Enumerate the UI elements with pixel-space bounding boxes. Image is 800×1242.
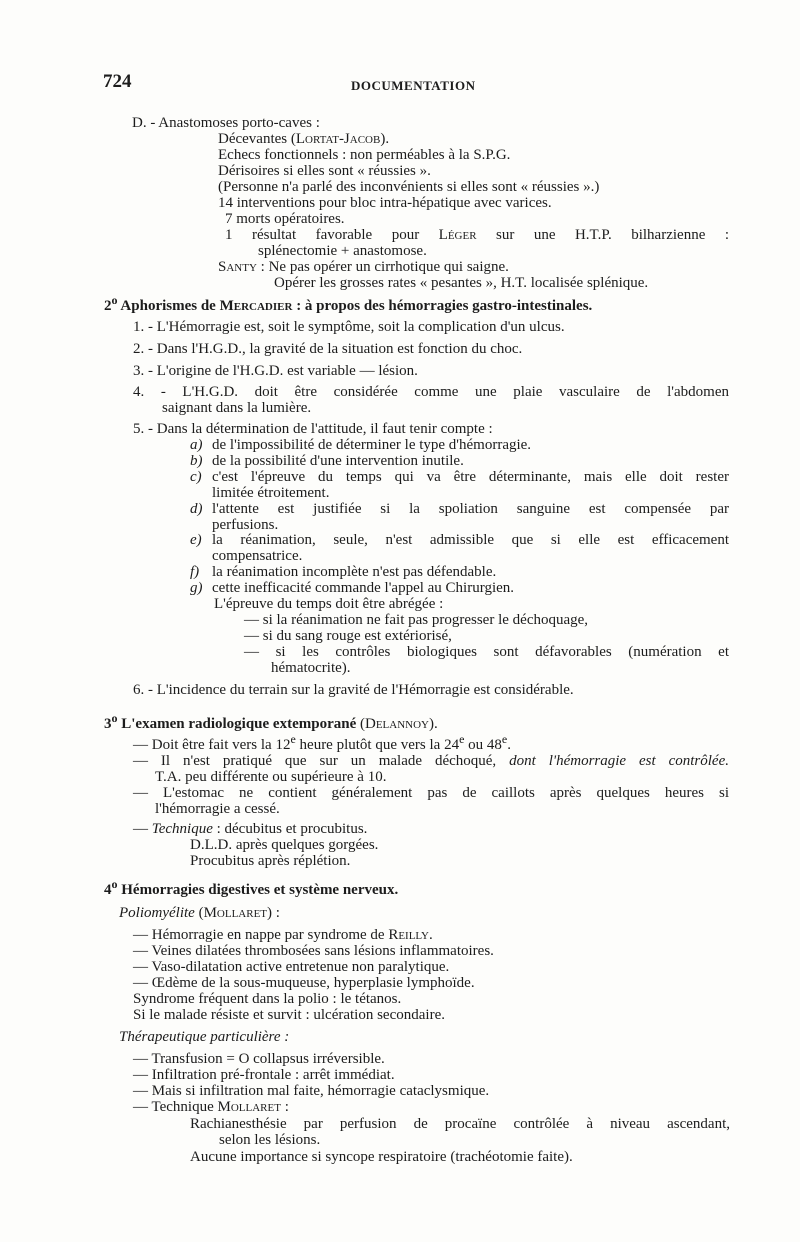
section-d-title: D. - Anastomoses porto-caves : — [132, 115, 320, 131]
running-title: DOCUMENTATION — [351, 78, 476, 93]
list-item: 3. - L'origine de l'H.G.D. est variable — lésion. — [133, 363, 418, 379]
sub-marker: g) — [190, 580, 203, 596]
dash-item-continuation: T.A. peu différente ou supérieure à 10. — [155, 769, 387, 785]
sub-item-continuation: compensatrice. — [212, 548, 303, 564]
author-name: Delannoy — [364, 716, 429, 732]
dash-item: — Technique : décubitus et procubitus. — [133, 821, 368, 837]
author-name: Lortat-Jacob — [295, 131, 381, 147]
list-item: 1. - L'Hémorragie est, soit le symptôme, soit la complication d'un ulcus. — [133, 319, 565, 335]
dash-item: — Vaso-dilatation active entretenue non paralytique. — [133, 959, 450, 975]
dash-item: — Mais si infiltration mal faite, hémorragie cataclysmique. — [133, 1083, 490, 1099]
dash-item: — Transfusion = O collapsus irréversible. — [133, 1051, 385, 1067]
text-line: (Personne n'a parlé des inconvénients si elles sont « réussies ».) — [218, 179, 600, 195]
list-item: 4. - L'H.G.D. doit être considérée comme une plaie vasculaire de l'abdomen — [133, 384, 729, 400]
sub-item: l'attente est justifiée si la spoliation sanguine est compensée par — [212, 501, 729, 517]
list-item-continuation: saignant dans la lumière. — [162, 400, 312, 416]
text-line: Rachianesthésie par perfusion de procaïne contrôlée à niveau ascendant, — [190, 1116, 730, 1132]
dash-item: — Hémorragie en nappe par syndrome de Reilly. — [133, 927, 433, 943]
dash-item: — si les contrôles biologiques sont défavorables (numération et — [244, 644, 729, 660]
text-line: splénectomie + anastomose. — [258, 243, 427, 259]
text-line: Echecs fonctionnels : non perméables à la S.P.G. — [218, 147, 511, 163]
sub-item: de la possibilité d'une intervention inutile. — [212, 453, 464, 469]
text-line: Dérisoires si elles sont « réussies ». — [218, 163, 431, 179]
section-2-heading: 2$^o$ Aphorismes de Mercadier : à propos des hémorragies gastro-intestinales. — [104, 293, 593, 314]
text-line: Opérer les grosses rates « pesantes », H.T. localisée splénique. — [274, 275, 649, 291]
text-line: Santy : Ne pas opérer un cirrhotique qui saigne. — [218, 259, 509, 275]
sub-item: la réanimation incomplète n'est pas défendable. — [212, 564, 497, 580]
dash-item: — Il n'est pratiqué que sur un malade déchoqué, dont l'hémorragie est contrôlée. — [133, 753, 730, 769]
dash-item: — Veines dilatées thrombosées sans lésions inflammatoires. — [133, 943, 494, 959]
list-item: 2. - Dans l'H.G.D., la gravité de la situation est fonction du choc. — [133, 341, 523, 357]
text-line: Décevantes (Lortat-Jacob). — [218, 131, 390, 147]
page-number: 724 — [103, 71, 132, 92]
sub-marker: b) — [190, 453, 203, 469]
dash-item: — Doit être fait vers la 12e heure plutôt que vers la 24e ou 48e. — [133, 732, 511, 753]
dash-item: — Infiltration pré-frontale : arrêt immédiat. — [133, 1067, 395, 1083]
author-name: Reilly — [388, 927, 429, 943]
dash-item: — si la réanimation ne fait pas progresser le déchoquage, — [244, 612, 589, 628]
text-line: 14 interventions pour bloc intra-hépatique avec varices. — [218, 195, 552, 211]
text-line: selon les lésions. — [219, 1132, 321, 1148]
dash-item: — Technique Mollaret : — [133, 1099, 289, 1115]
text-line: 1 résultat favorable pour Léger sur une H.T.P. bilharzienne : — [225, 227, 729, 243]
list-item: 6. - L'incidence du terrain sur la gravité de l'Hémorragie est considérable. — [133, 682, 574, 698]
text-line: Aucune importance si syncope respiratoire (trachéotomie faite). — [190, 1149, 573, 1165]
text-line: Syndrome fréquent dans la polio : le tétanos. — [133, 991, 402, 1007]
section-4-heading: 4$^o$ Hémorragies digestives et système nerveux. — [104, 877, 399, 898]
sub-item: la réanimation, seule, n'est admissible que si elle est efficacement — [212, 532, 729, 548]
sub-item: cette inefficacité commande l'appel au Chirurgien. — [212, 580, 515, 596]
sub-item: c'est l'épreuve du temps qui va être déterminante, mais elle doit rester — [212, 469, 729, 485]
section-3-heading: 3$^o$ L'examen radiologique extemporané (Delannoy). — [104, 711, 438, 732]
sub-item: de l'impossibilité de déterminer le type d'hémorragie. — [212, 437, 532, 453]
text-line: Procubitus après réplétion. — [190, 853, 351, 869]
author-name: Léger — [438, 227, 477, 243]
sub-marker: e) — [190, 532, 202, 548]
dash-item-continuation: hématocrite). — [271, 660, 351, 676]
subsection-title: Thérapeutique particulière : — [119, 1029, 290, 1045]
text-line: Si le malade résiste et survit : ulcération secondaire. — [133, 1007, 445, 1023]
sub-item-continuation: perfusions. — [212, 517, 279, 533]
text-line: 7 morts opératoires. — [225, 211, 345, 227]
author-name: Santy — [218, 259, 257, 275]
author-name: Mercadier — [219, 298, 293, 314]
sub-item-continuation: limitée étroitement. — [212, 485, 330, 501]
dash-item: — si du sang rouge est extériorisé, — [244, 628, 452, 644]
dash-item: — Œdème de la sous-muqueuse, hyperplasie lymphoïde. — [133, 975, 475, 991]
sub-marker: a) — [190, 437, 203, 453]
dash-item-continuation: l'hémorragie a cessé. — [155, 801, 280, 817]
subsection-title: Poliomyélite (Mollaret) : — [119, 905, 280, 921]
text-line: D.L.D. après quelques gorgées. — [190, 837, 379, 853]
sub-marker: d) — [190, 501, 203, 517]
sub-marker: f) — [190, 564, 200, 580]
author-name: Mollaret — [217, 1099, 281, 1115]
dash-item: — L'estomac ne contient généralement pas de caillots après quelques heures si — [133, 785, 729, 801]
list-item: 5. - Dans la détermination de l'attitude, il faut tenir compte : — [133, 421, 493, 437]
sub-marker: c) — [190, 469, 202, 485]
text-line: L'épreuve du temps doit être abrégée : — [214, 596, 444, 612]
author-name: Mollaret — [203, 905, 268, 921]
